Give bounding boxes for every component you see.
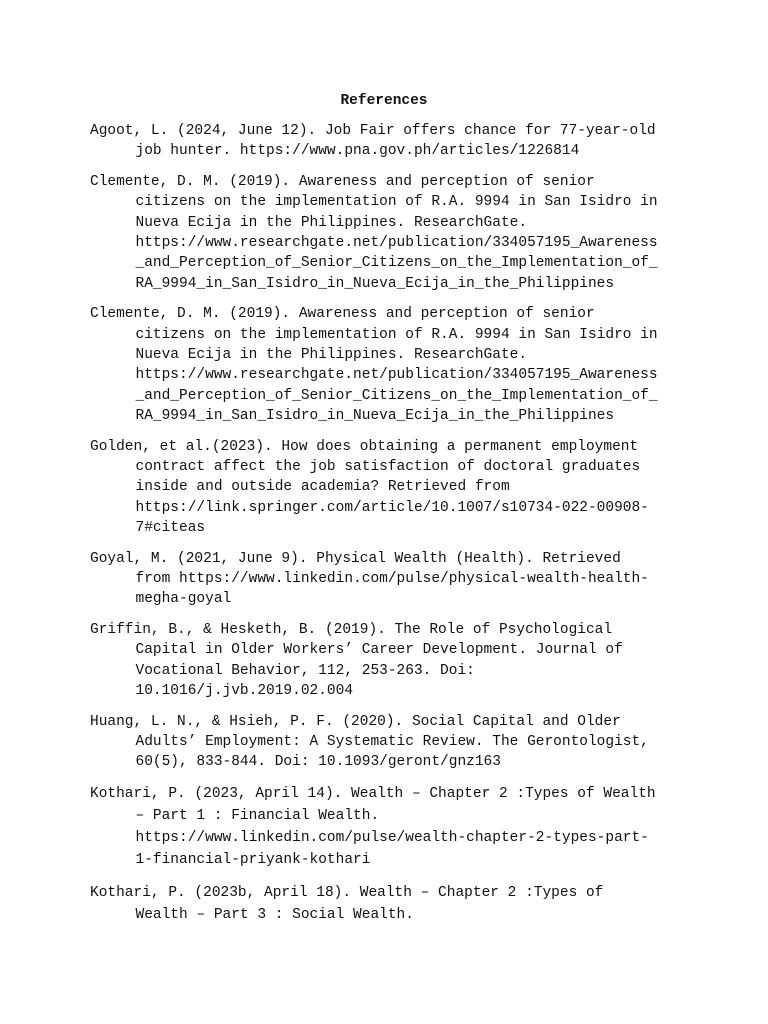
reference-continuation-line: RA_9994_in_San_Isidro_in_Nueva_Ecija_in_the_Philippines [135, 275, 615, 292]
reference-continuation-line: inside and outside academia? Retrieved from [135, 479, 510, 496]
reference-entry [90, 549, 690, 610]
reference-continuation-line: megha-goyal [135, 591, 232, 608]
reference-first-line: Clemente, D. M. (2019). Awareness and perception of senior [90, 306, 595, 323]
reference-continuation-line: citizens on the implementation of R.A. 9994 in San Isidro in [135, 326, 658, 343]
reference-continuation-line: _and_Perception_of_Senior_Citizens_on_the_Implementation_of_ [135, 255, 658, 272]
reference-continuation-line: Nueva Ecija in the Philippines. ResearchGate. [135, 214, 528, 231]
reference-entry [90, 783, 690, 871]
reference-entry [90, 620, 690, 701]
reference-continuation-line: contract affect the job satisfaction of doctoral graduates [135, 458, 641, 475]
reference-entry [90, 304, 690, 426]
reference-continuation-line: https://www.researchgate.net/publication/334057195_Awareness [135, 234, 658, 251]
reference-entry [90, 437, 690, 538]
reference-continuation-line: Adults’ Employment: A Systematic Review. The Gerontologist, [135, 734, 649, 751]
reference-continuation-line: Capital in Older Workers’ Career Development. Journal of [135, 642, 623, 659]
reference-first-line: Huang, L. N., & Hsieh, P. F. (2020). Social Capital and Older [90, 713, 621, 730]
reference-continuation-line: Vocational Behavior, 112, 253-263. Doi: [135, 662, 475, 679]
reference-entry [90, 882, 690, 926]
reference-list [90, 121, 690, 936]
reference-continuation-line: 60(5), 833-844. Doi: 10.1093/geront/gnz163 [135, 754, 501, 771]
reference-first-line: Kothari, P. (2023b, April 18). Wealth – Chapter 2 :Types of [90, 884, 604, 901]
reference-entry [90, 172, 690, 294]
reference-continuation-line: https://www.researchgate.net/publication/334057195_Awareness [135, 367, 658, 384]
reference-continuation-line: job hunter. https://www.pna.gov.ph/articles/1226814 [135, 143, 580, 160]
reference-first-line: Golden, et al.(2023). How does obtaining a permanent employment [90, 438, 639, 455]
reference-continuation-line: – Part 1 : Financial Wealth. [135, 808, 380, 825]
reference-first-line: Griffin, B., & Hesketh, B. (2019). The Role of Psychological [90, 622, 613, 639]
reference-continuation-line: https://link.springer.com/article/10.1007/s10734-022-00908- [135, 499, 649, 516]
reference-entry [90, 712, 690, 773]
references-heading: References [340, 93, 428, 109]
reference-entry [90, 121, 690, 162]
reference-continuation-line: from https://www.linkedin.com/pulse/physical-wealth-health- [135, 570, 649, 587]
reference-first-line: Goyal, M. (2021, June 9). Physical Wealth (Health). Retrieved [90, 550, 621, 567]
reference-continuation-line: https://www.linkedin.com/pulse/wealth-chapter-2-types-part- [135, 830, 649, 847]
reference-continuation-line: _and_Perception_of_Senior_Citizens_on_the_Implementation_of_ [135, 387, 658, 404]
reference-continuation-line: Nueva Ecija in the Philippines. ResearchGate. [135, 346, 528, 363]
reference-continuation-line: Wealth – Part 3 : Social Wealth. [135, 906, 414, 923]
reference-continuation-line: 1-financial-priyank-kothari [135, 852, 371, 869]
reference-continuation-line: citizens on the implementation of R.A. 9994 in San Isidro in [135, 194, 658, 211]
reference-continuation-line: RA_9994_in_San_Isidro_in_Nueva_Ecija_in_the_Philippines [135, 407, 615, 424]
reference-first-line: Agoot, L. (2024, June 12). Job Fair offers chance for 77-year-old [90, 123, 656, 139]
reference-first-line: Clemente, D. M. (2019). Awareness and perception of senior [90, 174, 595, 191]
reference-continuation-line: 10.1016/j.jvb.2019.02.004 [135, 682, 354, 699]
reference-continuation-line: 7#citeas [135, 519, 206, 536]
reference-first-line: Kothari, P. (2023, April 14). Wealth – Chapter 2 :Types of Wealth [90, 786, 656, 803]
